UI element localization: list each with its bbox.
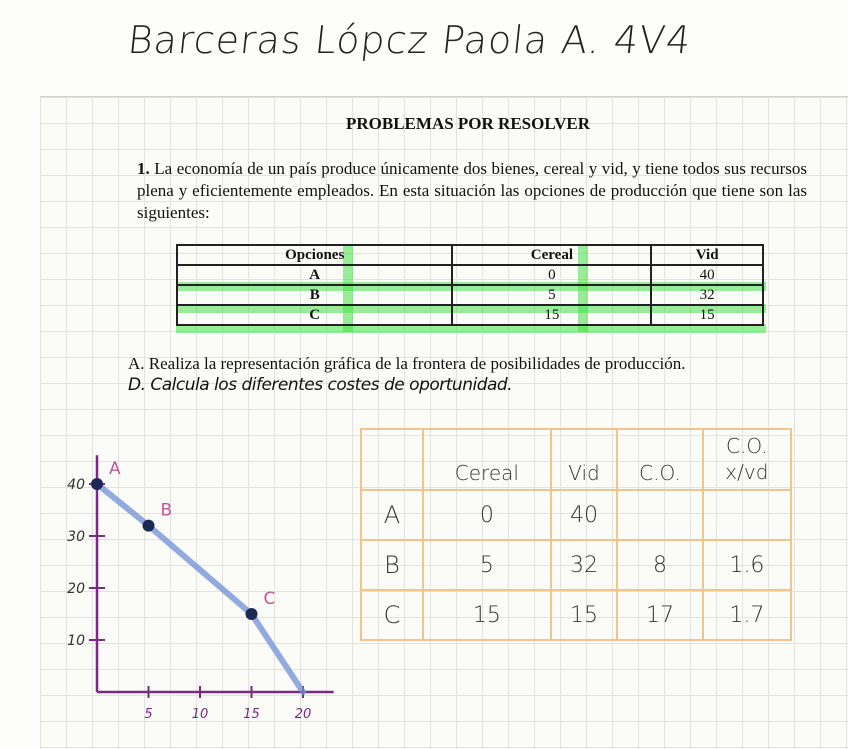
- x-tick-label: 15: [243, 707, 260, 722]
- task-d: D. Calcula los diferentes costes de oportunidad.: [128, 375, 513, 395]
- x-tick-label: 5: [144, 707, 153, 722]
- data-point: [246, 608, 258, 620]
- data-point: [91, 478, 103, 490]
- problem-number: 1.: [137, 159, 150, 178]
- table-cell: 1.6: [703, 540, 791, 590]
- table-header: Cereal: [452, 245, 651, 265]
- y-tick-label: 10: [67, 633, 85, 649]
- problem-text: La economía de un país produce únicamente dos bienes, cereal y vid, y tiene todos sus recursos plena y eficientemente empleados. En esta situación las opciones de producción que tiene son las siguientes:: [137, 159, 807, 222]
- y-tick-label: 40: [67, 477, 85, 493]
- table-cell: 15: [423, 590, 551, 640]
- table-header: [361, 429, 423, 490]
- x-tick-label: 20: [294, 707, 312, 722]
- table-header: C.O.: [617, 429, 702, 490]
- table-row: [361, 490, 791, 540]
- table-header: C.O. x/vd: [703, 429, 791, 490]
- table-row: [361, 540, 791, 590]
- table-header: Cereal: [423, 429, 551, 490]
- table-cell: A: [177, 265, 452, 285]
- table-cell: 40: [551, 490, 618, 540]
- table-header: Vid: [551, 429, 618, 490]
- table-cell: A: [361, 490, 423, 540]
- table-cell: 0: [452, 265, 651, 285]
- task-a: A. Realiza la representación gráfica de la frontera de posibilidades de producción.: [128, 354, 686, 373]
- table-cell: [617, 490, 702, 540]
- table-cell: 15: [651, 305, 763, 325]
- opportunity-cost-table: [360, 428, 792, 641]
- table-cell: C: [361, 590, 423, 640]
- section-heading: PROBLEMAS POR RESOLVER: [346, 114, 591, 133]
- table-cell: 32: [651, 285, 763, 305]
- table-cell: 8: [617, 540, 702, 590]
- ppf-curve: [97, 484, 303, 692]
- table-header: Opciones: [177, 245, 452, 265]
- point-label: A: [109, 459, 121, 479]
- table-cell: 17: [617, 590, 702, 640]
- point-label: C: [263, 589, 276, 609]
- table-header: Vid: [651, 245, 763, 265]
- table-header-row: [361, 429, 791, 490]
- y-tick-label: 20: [67, 581, 85, 597]
- table-row: [361, 590, 791, 640]
- table-cell: [703, 490, 791, 540]
- table-cell: B: [177, 285, 452, 305]
- data-point: [143, 520, 155, 532]
- point-label: B: [160, 500, 173, 521]
- table-cell: 5: [452, 285, 651, 305]
- table-cell: 15: [551, 590, 618, 640]
- table-cell: 40: [651, 265, 763, 285]
- table-cell: 15: [452, 305, 651, 325]
- table-cell: 0: [423, 490, 551, 540]
- y-tick-label: 30: [67, 529, 85, 545]
- table-cell: 32: [551, 540, 618, 590]
- x-tick-label: 10: [191, 707, 209, 722]
- table-cell: 5: [423, 540, 551, 590]
- table-cell: 1.7: [703, 590, 791, 640]
- table-cell: B: [361, 540, 423, 590]
- student-name: Barceras Lópcz Paola A. 4V4: [125, 18, 694, 62]
- table-cell: C: [177, 305, 452, 325]
